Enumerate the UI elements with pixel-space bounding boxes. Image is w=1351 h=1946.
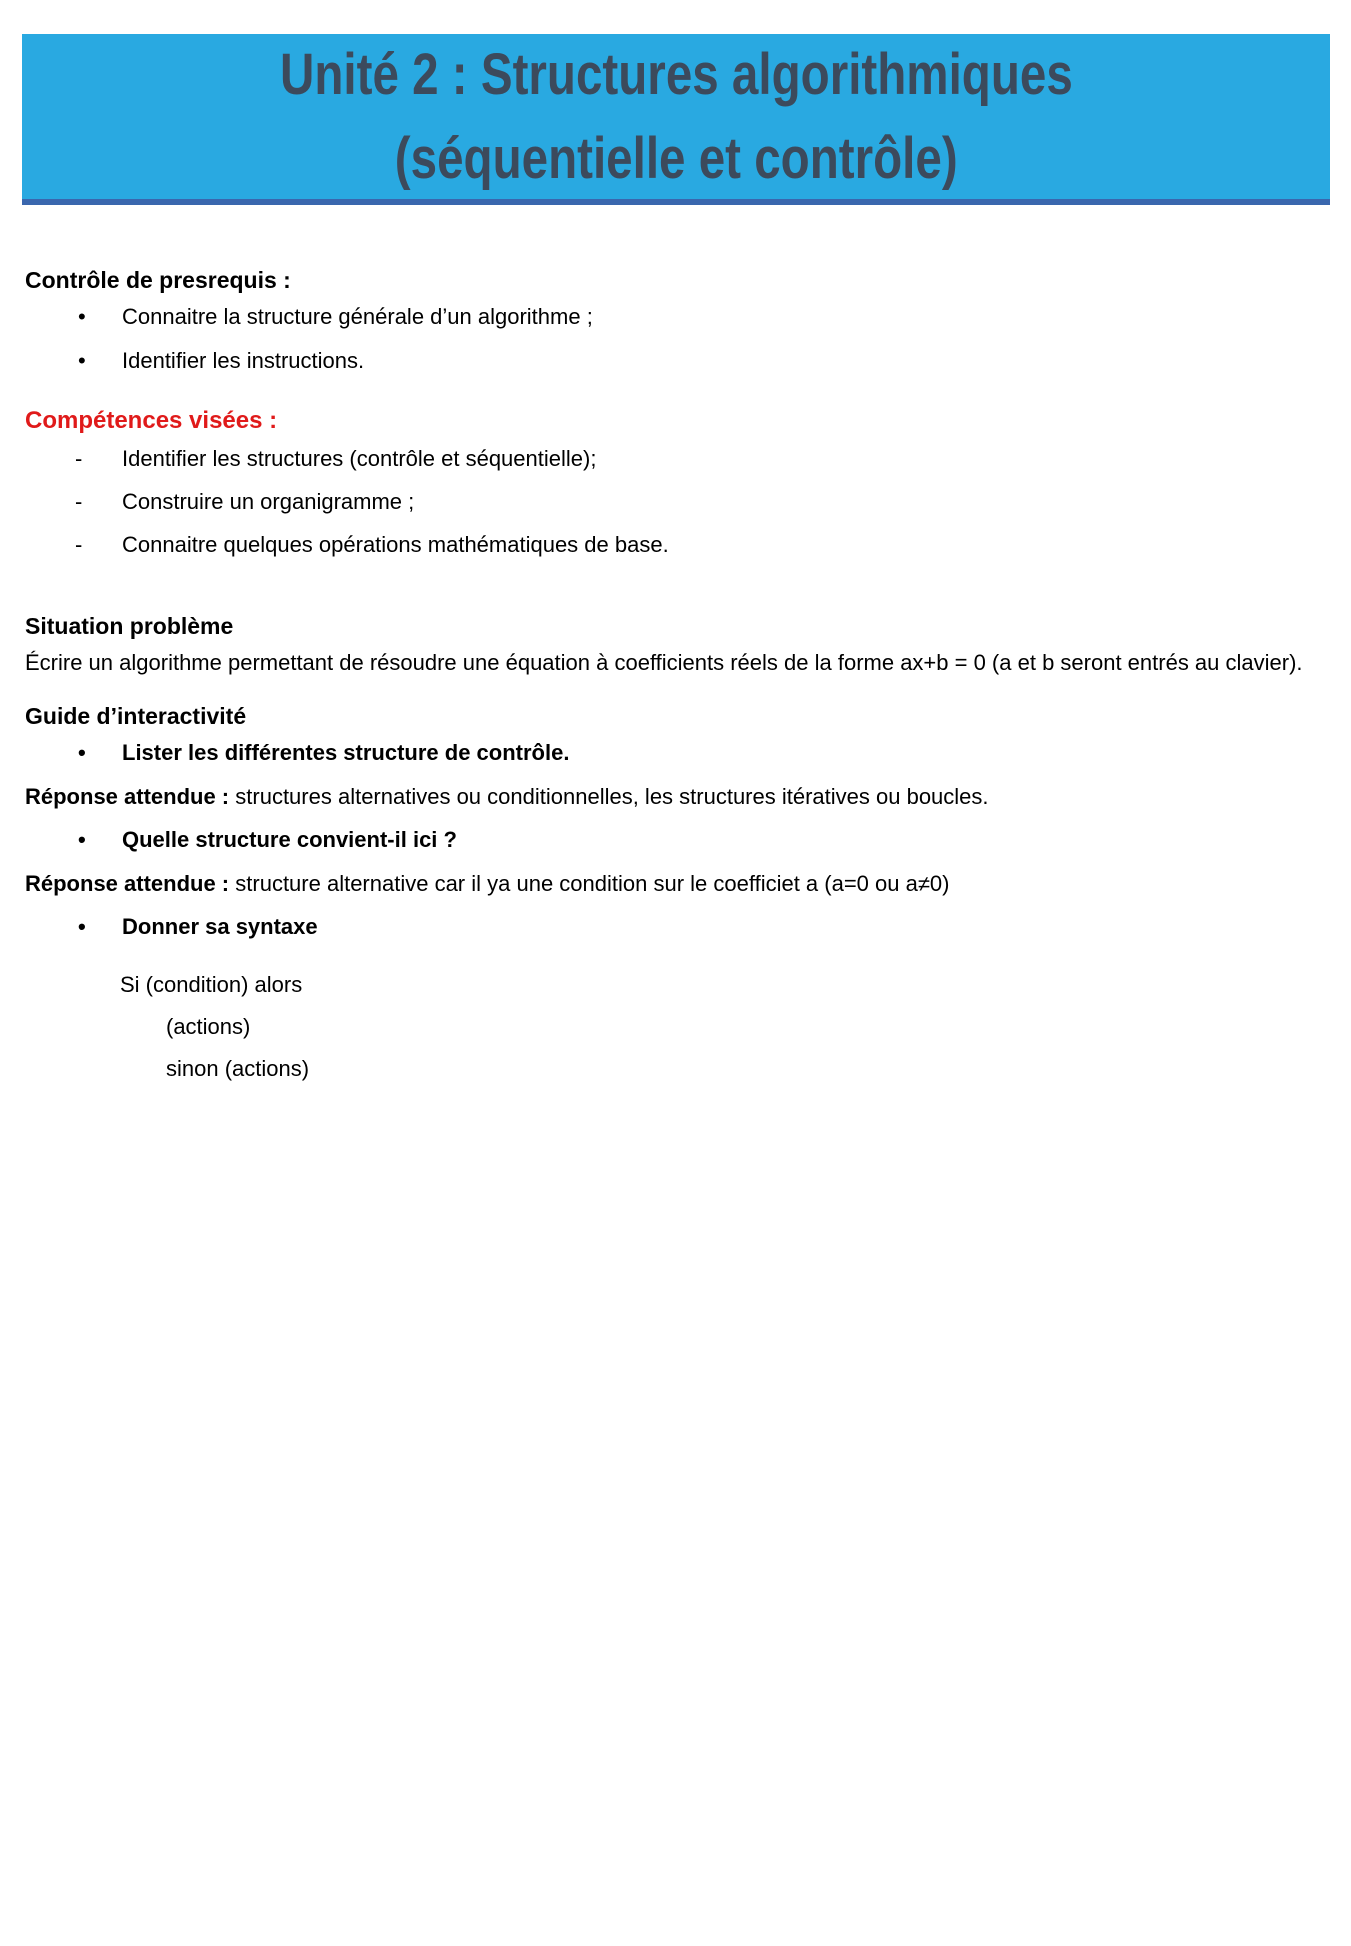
heading-controle-prerequis: Contrôle de presrequis : (25, 267, 291, 293)
list-item-text: Identifier les instructions. (122, 348, 365, 373)
syntax-line-actions: (actions) (166, 1014, 251, 1039)
list-item-text: Connaitre quelques opérations mathématiques de base. (122, 532, 669, 557)
question-text: Lister les différentes structure de contrôle. (122, 740, 570, 765)
question-text: Donner sa syntaxe (122, 914, 318, 939)
question-text: Quelle structure convient-il ici ? (122, 827, 457, 852)
guide-question-2 (25, 818, 1324, 862)
syntax-block (120, 964, 1324, 1090)
bullet-icon: • (78, 827, 86, 852)
list-item (25, 295, 1324, 339)
heading-guide-interactivite: Guide d’interactivité (25, 703, 247, 729)
list-item (25, 818, 1324, 862)
list-item-text: Identifier les structures (contrôle et séquentielle); (122, 446, 597, 471)
prerequis-list (25, 295, 1324, 383)
heading-situation-probleme: Situation problème (25, 613, 234, 639)
reponse-text: structure alternative car il ya une condition sur le coefficiet a (a=0 ou a≠0) (235, 871, 950, 896)
page-title-line2: (séquentielle et contrôle) (394, 125, 958, 191)
dash-icon: - (75, 532, 83, 557)
list-item (25, 480, 1324, 523)
syntax-line-si: Si (condition) alors (120, 972, 303, 997)
list-item-text: Construire un organigramme ; (122, 489, 415, 514)
reponse-text: structures alternatives ou conditionnelles, les structures itératives ou boucles. (235, 784, 989, 809)
bullet-icon: • (78, 740, 86, 765)
situation-paragraph: Écrire un algorithme permettant de résoudre une équation à coefficients réels de la forme ax+b = 0 (a et b seront entrés au clavier). (25, 650, 1303, 675)
page-title-line1: Unité 2 : Structures algorithmiques (279, 41, 1073, 107)
guide-question-3 (25, 905, 1324, 949)
list-item-text: Connaitre la structure générale d’un algorithme ; (122, 304, 593, 329)
bullet-icon: • (78, 304, 86, 329)
bullet-icon: • (78, 348, 86, 373)
dash-icon: - (75, 446, 83, 471)
bullet-icon: • (78, 914, 86, 939)
list-item (25, 437, 1324, 480)
reponse-attendue-2 (25, 862, 1324, 905)
dash-icon: - (75, 489, 83, 514)
heading-competences-visees: Compétences visées : (25, 407, 278, 434)
competences-list (25, 437, 1324, 566)
document-body (25, 265, 1324, 1090)
title-banner (22, 34, 1330, 205)
reponse-label: Réponse attendue : (25, 871, 230, 896)
list-item (25, 731, 1324, 775)
list-item (25, 523, 1324, 566)
reponse-attendue-1 (25, 775, 1324, 818)
list-item (25, 339, 1324, 383)
syntax-line-sinon: sinon (actions) (166, 1056, 310, 1081)
guide-question-1 (25, 731, 1324, 775)
list-item (25, 905, 1324, 949)
document-page (0, 34, 1351, 1946)
reponse-label: Réponse attendue : (25, 784, 230, 809)
